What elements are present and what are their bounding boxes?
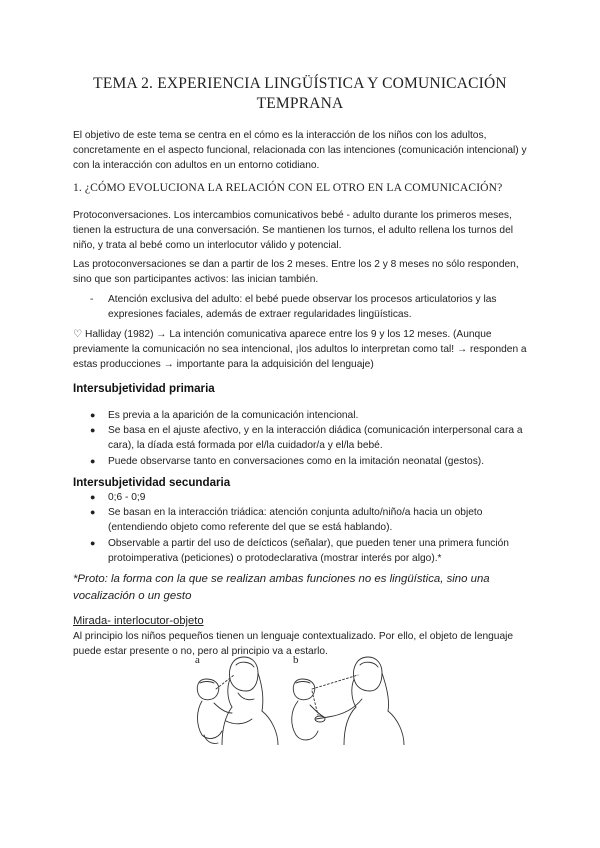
title-line-1: TEMA 2. EXPERIENCIA LINGÜÍSTICA Y COMUNICACIÓN [93, 75, 507, 92]
list-item-text: Es previa a la aparición de la comunicación intencional. [108, 410, 359, 421]
list-item-text: Puede observarse tanto en conversaciones como en la imitación neonatal (gestos). [108, 455, 485, 467]
dash-marker: - [90, 294, 94, 305]
primaria-heading: Intersubjetividad primaria [73, 382, 215, 395]
figure-a-drawing [197, 657, 278, 745]
bullet-icon: ● [90, 507, 96, 518]
dash-item-text: Atención exclusiva del adulto: el bebé puede observar los procesos articulatorios y las expresiones faciales, además de extraer regularidades lingüísticas. [108, 294, 497, 321]
secundaria-list [90, 490, 540, 566]
gaze-interaction-illustration [192, 655, 410, 745]
figure-label-b: b [293, 654, 299, 666]
bullet-icon: ● [90, 537, 96, 548]
secundaria-heading: Intersubjetividad secundaria [73, 476, 231, 489]
page-title [60, 74, 540, 114]
mirada-heading: Mirada- interlocutor-objeto [73, 615, 204, 627]
list-item-text: Se basan en la interacción triádica: atención conjunta adulto/niño/a hacia un objeto (entendiendo objeto como referente del que se está hablando). [108, 507, 483, 534]
bullet-icon: ● [90, 455, 96, 466]
intro-paragraph: El objetivo de este tema se centra en el cómo es la interacción de los niños con los adultos, concretamente en el aspecto funcional, relacionada con las intenciones (comunicación intencional) y con la interacción con adultos en un entorno cotidiano. [73, 130, 527, 172]
proto-note: *Proto: la forma con la que se realizan ambas funciones no es lingüística, sino una vocalización o un gesto [73, 573, 490, 602]
list-item [90, 454, 540, 469]
list-item [90, 408, 540, 423]
halliday-paragraph: ♡ Halliday (1982) → La intención comunicativa aparece entre los 9 y los 12 meses. (Aunque previamente la comunicación no sea intencional, ¡los adultos lo interpretan como tal! → responden a estas producciones → importante para la adquisición del lenguaje) [73, 329, 527, 371]
list-item [90, 423, 540, 453]
list-item [90, 536, 540, 566]
bullet-icon: ● [90, 410, 96, 420]
bullet-icon: ● [90, 425, 96, 436]
figure-label-a: a [195, 654, 200, 666]
bullet-icon: ● [90, 492, 96, 502]
primaria-list [90, 408, 540, 469]
protoconversaciones-paragraph: Protoconversaciones. Los intercambios comunicativos bebé - adulto durante los primeros meses, tienen la estructura de una conversación. Se mantienen los turnos, el adulto rellena los turnos del niño, y trata al bebé como un interlocutor válido y potencial. [73, 210, 514, 252]
title-line-2: TEMPRANA [256, 95, 344, 112]
protoconversaciones-age-paragraph: Las protoconversaciones se dan a partir de los 2 meses. Entre los 2 y 8 meses no sólo responden, sino que son participantes activos: las inician también. [73, 259, 519, 286]
list-item-text: 0;6 - 0;9 [108, 492, 146, 503]
section-1-heading: 1. ¿CÓMO EVOLUCIONA LA RELACIÓN CON EL OTRO EN LA COMUNICACIÓN? [73, 181, 503, 194]
list-item [90, 505, 540, 535]
mirada-paragraph: Al principio los niños pequeños tienen un lenguaje contextualizado. Por ello, el objeto de lenguaje puede estar presente o no, pero al principio va a estarlo. [73, 631, 514, 658]
figure-b-drawing [292, 657, 404, 745]
list-item [90, 490, 540, 505]
list-item-text: Se basa en el ajuste afectivo, y en la interacción diádica (comunicación interpersonal cara a cara), la díada está formada por el/la cuidador/a y el/la bebé. [108, 425, 523, 452]
list-item-text: Observable a partir del uso de deícticos (señalar), que pueden tener una primera función protoimperativa (peticiones) o protodeclarativa (mostrar interés por algo).* [108, 537, 509, 564]
